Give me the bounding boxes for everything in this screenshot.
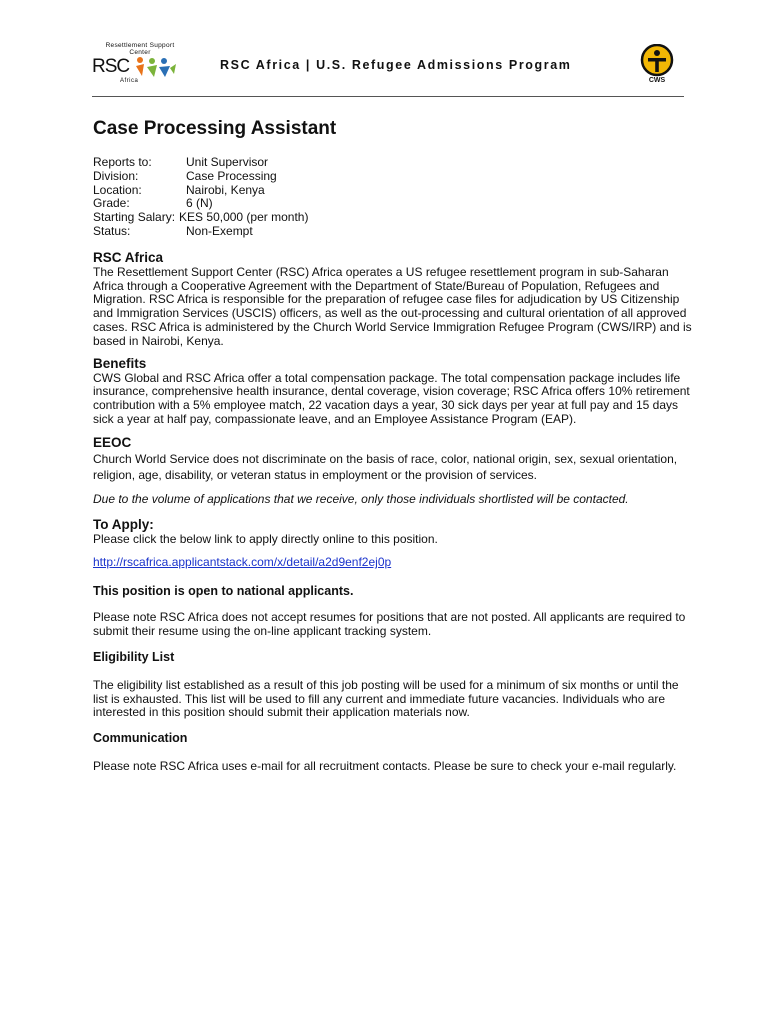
job-posting	[93, 118, 693, 774]
detail-value: 6 (N)	[186, 196, 213, 211]
detail-label: Division:	[93, 168, 139, 183]
section-to-apply	[93, 517, 693, 639]
detail-status	[93, 225, 693, 239]
header-title: RSC Africa | U.S. Refugee Admissions Program	[220, 58, 572, 72]
section-heading: Eligibility List	[93, 649, 175, 664]
detail-value: Unit Supervisor	[186, 155, 269, 169]
section-heading: To Apply:	[93, 516, 154, 532]
cws-cross-icon	[639, 44, 675, 78]
detail-reports-to	[93, 156, 693, 170]
section-body: Church World Service does not discriminate on the basis of race, color, national origin, sex, sexual orientation, religion, age, disability, or veteran status in employment or the provision of services.	[93, 451, 678, 483]
national-applicants-notice: This position is open to national applicants.	[93, 584, 354, 599]
shortlist-note: Due to the volume of applications that we receive, only those individuals shortlisted will be contacted.	[93, 491, 629, 506]
detail-location	[93, 184, 693, 198]
detail-label: Grade:	[93, 196, 130, 211]
detail-starting-salary	[93, 211, 693, 225]
cws-logo	[639, 44, 675, 88]
section-heading: EEOC	[93, 434, 132, 450]
section-body: The eligibility list established as a result of this job posting will be used for a minimum of six months or until the list is exhausted. This list will be used to fill any current and immediate future vacancies. Individuals who are interested in this position should submit their application materials now.	[93, 677, 679, 720]
section-communication	[93, 731, 693, 774]
detail-value: Nairobi, Kenya	[186, 182, 265, 197]
rsc-africa-logo	[92, 42, 182, 88]
detail-label: Status:	[93, 223, 131, 238]
section-rsc-africa	[93, 250, 693, 349]
cws-label: CWS	[648, 77, 666, 84]
detail-value: KES 50,000 (per month)	[179, 210, 309, 225]
page-header	[92, 38, 682, 94]
detail-label: Starting Salary:	[93, 210, 176, 225]
section-benefits	[93, 356, 693, 427]
header-divider	[92, 96, 684, 97]
section-body: Please note RSC Africa uses e-mail for all recruitment contacts. Please be sure to check your e-mail regularly.	[93, 759, 677, 774]
detail-value: Case Processing	[186, 168, 277, 183]
rsc-logo-region: Africa	[120, 78, 139, 84]
section-eeoc	[93, 435, 693, 507]
section-heading: Benefits	[93, 355, 147, 371]
rsc-figures-icon	[134, 56, 178, 78]
section-eligibility-list	[93, 650, 693, 720]
section-body: Please click the below link to apply directly online to this position.	[93, 531, 438, 546]
section-body: The Resettlement Support Center (RSC) Africa operates a US refugee resettlement program in sub-Saharan Africa through a Cooperative Agreement with the Department of State/Bureau of Population, Refugees and Migration. RSC Africa is responsible for the preparation of refugee case files for adjudication by US Citizenship and Immigration Services (USCIS) officers, as well as the out-processing and cultural orientation of all approved cases. RSC Africa is administered by the Church World Service Immigration Refugee Program (CWS/IRP) and is based in Nairobi, Kenya.	[93, 264, 692, 348]
detail-grade	[93, 197, 693, 211]
apply-link[interactable]: http://rscafrica.applicantstack.com/x/detail/a2d9enf2ej0p	[93, 555, 392, 570]
rsc-logo-word: RSC	[92, 56, 130, 77]
resume-note: Please note RSC Africa does not accept resumes for positions that are not posted. All applicants are required to submit their resume using the on-line applicant tracking system.	[93, 610, 686, 638]
section-heading: Communication	[93, 731, 188, 746]
section-heading: RSC Africa	[93, 249, 164, 265]
rsc-logo-tagline: Resettlement Support Center	[105, 42, 175, 56]
detail-value: Non-Exempt	[186, 223, 253, 238]
detail-label: Location:	[93, 182, 142, 197]
page-title: Case Processing Assistant	[93, 118, 337, 139]
detail-label: Reports to:	[93, 155, 152, 169]
job-details	[93, 156, 693, 239]
section-body: CWS Global and RSC Africa offer a total compensation package. The total compensation package includes life insurance, comprehensive health insurance, dental coverage, vision coverage; RSC Africa offers 10% retirement contribution with a 5% employee match, 22 vacation days a year, 30 sick days per year at full pay and 15 days sick a year at half pay, compassionate leave, and an Employee Assistance Program (EAP).	[93, 370, 690, 426]
detail-division	[93, 170, 693, 184]
